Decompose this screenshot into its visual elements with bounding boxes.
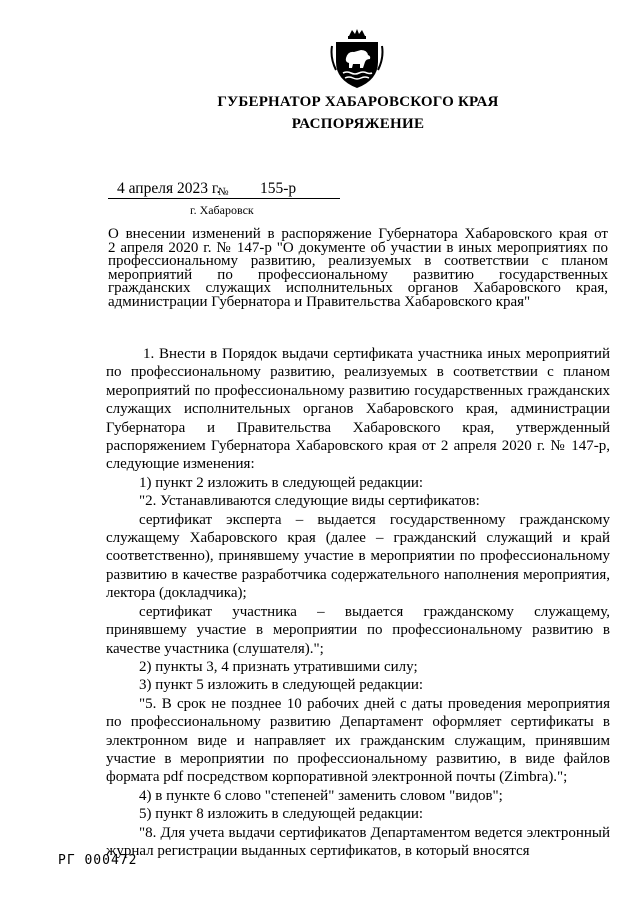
subject-line: администрации Губернатора и Правительства Хабаровского края" [108,293,531,310]
body-paragraph: сертификат эксперта – выдается государственному гражданскому служащему Хабаровского края (далее – гражданский служащий и край соответственно), принявшему участие в мероприятии по профессиональному развитию в качестве разработчика содержательного наполнения мероприятия, лектора (докладчика); [106,511,610,602]
document-body [106,345,610,860]
body-paragraph: "5. В срок не позднее 10 рабочих дней с даты проведения мероприятия по профессиональному развитию Департамент оформляет сертификаты в электронном виде и направляет их гражданским служащим, принявшим участие в мероприятии по профессиональному развитию, в виде файлов формата pdf посредством корпоративной электронной почты (Zimbra)."; [106,695,610,786]
body-paragraph: сертификат участника – выдается гражданскому служащему, принявшему участие в мероприятии по профессиональному развитию в качестве участника (слушателя)."; [106,603,610,657]
document-subject [108,228,608,309]
document-number: 155-р [260,180,297,197]
subject-line: 2 апреля 2020 г. № 147-р "О документе об участии в иных мероприятиях по [108,239,608,256]
number-sign: № [218,186,229,198]
document-city: г. Хабаровск [190,203,254,217]
coat-of-arms-icon [330,28,384,90]
body-paragraph: 4) в пункте 6 слово "степеней" заменить словом "видов"; [139,787,503,804]
date-underline [108,198,340,199]
subject-line: профессиональному развитию, реализуемых в соответствии с планом [108,253,608,269]
document-type: РАСПОРЯЖЕНИЕ [291,116,425,132]
subject-line: гражданских служащих исполнительных органов Хабаровского края, [108,280,608,296]
body-paragraph: "8. Для учета выдачи сертификатов Департаментом ведется электронный журнал регистрации выданных сертификатов, в который вносятся [106,824,610,859]
subject-line: мероприятий по профессиональному развитию государственных [108,266,608,283]
body-paragraph: 1) пункт 2 изложить в следующей редакции: [139,474,424,491]
footer-code: РГ 000472 [58,853,138,868]
subject-line: О внесении изменений в распоряжение Губернатора Хабаровского края от [108,226,608,242]
body-paragraph: 2) пункты 3, 4 признать утратившими силу; [139,658,418,675]
issuer-title: ГУБЕРНАТОР ХАБАРОВСКОГО КРАЯ [217,94,499,110]
document-date: 4 апреля 2023 г. [117,180,221,197]
body-paragraph: 1. Внести в Порядок выдачи сертификата участника иных мероприятий по профессиональному развитию, реализуемых в соответствии с планом мероприятий по профессиональному развитию государственных гражданских служащих исполнительных органов Хабаровского края, администрации Губернатора и Правительства Хабаровского края, утвержденный распоряжением Губернатора Хабаровского края от 2 апреля 2020 г. № 147-р, следующие изменения: [106,346,610,473]
body-paragraph: 3) пункт 5 изложить в следующей редакции: [139,677,424,694]
body-paragraph: 5) пункт 8 изложить в следующей редакции: [139,806,424,823]
body-paragraph: "2. Устанавливаются следующие виды сертификатов: [139,493,480,510]
